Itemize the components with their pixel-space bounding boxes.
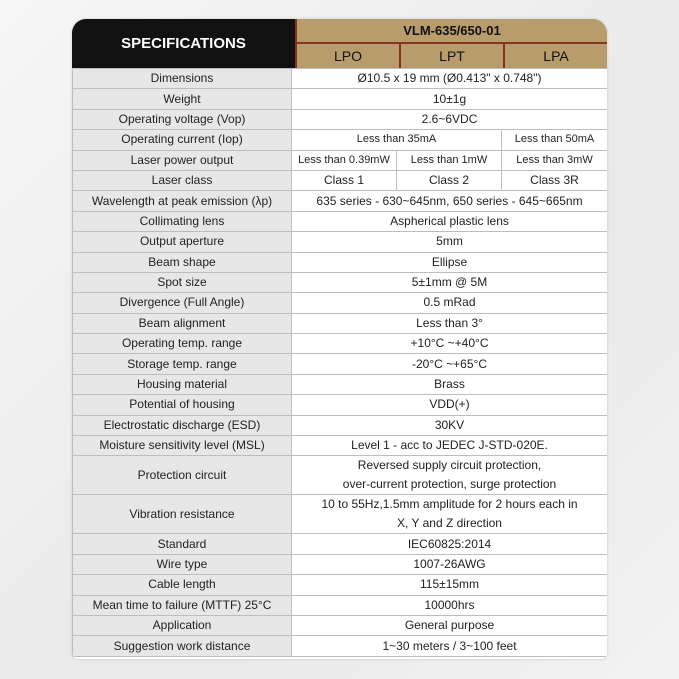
row-label: Protection circuit — [73, 456, 292, 495]
model-header — [295, 19, 607, 68]
table-row — [73, 293, 608, 313]
row-value: 10000hrs — [292, 595, 608, 615]
row-value: +10°C ~+40°C — [292, 334, 608, 354]
table-row — [73, 395, 608, 415]
row-label: Laser power output — [73, 150, 292, 170]
row-value — [292, 456, 608, 495]
table-row — [73, 374, 608, 394]
table-row — [73, 456, 608, 495]
row-label: Dimensions — [73, 69, 292, 89]
table-row — [73, 575, 608, 595]
table-row — [73, 272, 608, 292]
spec-card — [72, 19, 607, 659]
table-row — [73, 636, 608, 656]
row-label: Suggestion work distance — [73, 636, 292, 656]
row-label: Operating temp. range — [73, 334, 292, 354]
row-label: Operating voltage (Vop) — [73, 109, 292, 129]
row-label: Wire type — [73, 554, 292, 574]
row-value-line: Reversed supply circuit protection, — [357, 458, 542, 473]
row-label: Housing material — [73, 374, 292, 394]
table-row — [73, 211, 608, 231]
variant-lpt: LPT — [399, 44, 503, 68]
table-row — [73, 89, 608, 109]
table-row — [73, 69, 608, 89]
table-row — [73, 495, 608, 534]
spec-table — [72, 68, 607, 657]
row-value-lpo: Class 1 — [292, 170, 397, 190]
table-row — [73, 150, 608, 170]
row-label: Beam alignment — [73, 313, 292, 333]
row-label: Mean time to failure (MTTF) 25°C — [73, 595, 292, 615]
row-label: Spot size — [73, 272, 292, 292]
row-value-line: 10 to 55Hz,1.5mm amplitude for 2 hours each in — [321, 497, 578, 512]
table-row — [73, 252, 608, 272]
row-value — [292, 495, 608, 534]
row-value: 0.5 mRad — [292, 293, 608, 313]
table-row — [73, 415, 608, 435]
table-row — [73, 232, 608, 252]
row-label: Collimating lens — [73, 211, 292, 231]
row-value: -20°C ~+65°C — [292, 354, 608, 374]
row-label: Output aperture — [73, 232, 292, 252]
table-row — [73, 170, 608, 190]
variant-headers — [295, 44, 607, 68]
row-value: 1007-26AWG — [292, 554, 608, 574]
row-label: Divergence (Full Angle) — [73, 293, 292, 313]
row-label: Electrostatic discharge (ESD) — [73, 415, 292, 435]
row-label: Operating current (Iop) — [73, 130, 292, 150]
table-row — [73, 436, 608, 456]
row-label: Application — [73, 615, 292, 635]
row-value-lpt: Class 2 — [397, 170, 502, 190]
model-name: VLM-635/650-01 — [295, 19, 607, 44]
row-value: General purpose — [292, 615, 608, 635]
variant-lpo: LPO — [295, 44, 399, 68]
row-value: 115±15mm — [292, 575, 608, 595]
row-value: Level 1 - acc to JEDEC J-STD-020E. — [292, 436, 608, 456]
row-value: 10±1g — [292, 89, 608, 109]
row-value: Brass — [292, 374, 608, 394]
table-row — [73, 534, 608, 554]
row-value: 635 series - 630~645nm, 650 series - 645~665nm — [292, 191, 608, 211]
row-value: Aspherical plastic lens — [292, 211, 608, 231]
row-value: Ellipse — [292, 252, 608, 272]
table-row — [73, 191, 608, 211]
row-value: 5mm — [292, 232, 608, 252]
row-value-line: X, Y and Z direction — [397, 516, 502, 531]
table-row — [73, 615, 608, 635]
row-value: 5±1mm @ 5M — [292, 272, 608, 292]
table-row — [73, 595, 608, 615]
row-label: Wavelength at peak emission (λp) — [73, 191, 292, 211]
row-value: Ø10.5 x 19 mm (Ø0.413" x 0.748") — [292, 69, 608, 89]
spec-title: SPECIFICATIONS — [72, 19, 295, 68]
table-row — [73, 109, 608, 129]
row-value: 1~30 meters / 3~100 feet — [292, 636, 608, 656]
row-value: 30KV — [292, 415, 608, 435]
row-value-lpt: Less than 1mW — [397, 150, 502, 170]
table-row — [73, 130, 608, 150]
table-row — [73, 554, 608, 574]
row-value-lpa: Class 3R — [502, 170, 608, 190]
row-value-lpa: Less than 50mA — [502, 130, 608, 150]
row-value: VDD(+) — [292, 395, 608, 415]
row-value-lpa: Less than 3mW — [502, 150, 608, 170]
table-row — [73, 313, 608, 333]
row-value: 2.6~6VDC — [292, 109, 608, 129]
row-label: Weight — [73, 89, 292, 109]
table-row — [73, 334, 608, 354]
row-label: Beam shape — [73, 252, 292, 272]
row-label: Vibration resistance — [73, 495, 292, 534]
row-value: Less than 3° — [292, 313, 608, 333]
row-label: Storage temp. range — [73, 354, 292, 374]
variant-lpa: LPA — [503, 44, 607, 68]
row-value-line: over-current protection, surge protection — [342, 477, 557, 492]
spec-header — [72, 19, 607, 68]
row-label: Cable length — [73, 575, 292, 595]
row-value-lpo-lpt: Less than 35mA — [292, 130, 502, 150]
row-label: Moisture sensitivity level (MSL) — [73, 436, 292, 456]
row-value: IEC60825:2014 — [292, 534, 608, 554]
row-label: Laser class — [73, 170, 292, 190]
row-value-lpo: Less than 0.39mW — [292, 150, 397, 170]
row-label: Potential of housing — [73, 395, 292, 415]
row-label: Standard — [73, 534, 292, 554]
table-row — [73, 354, 608, 374]
